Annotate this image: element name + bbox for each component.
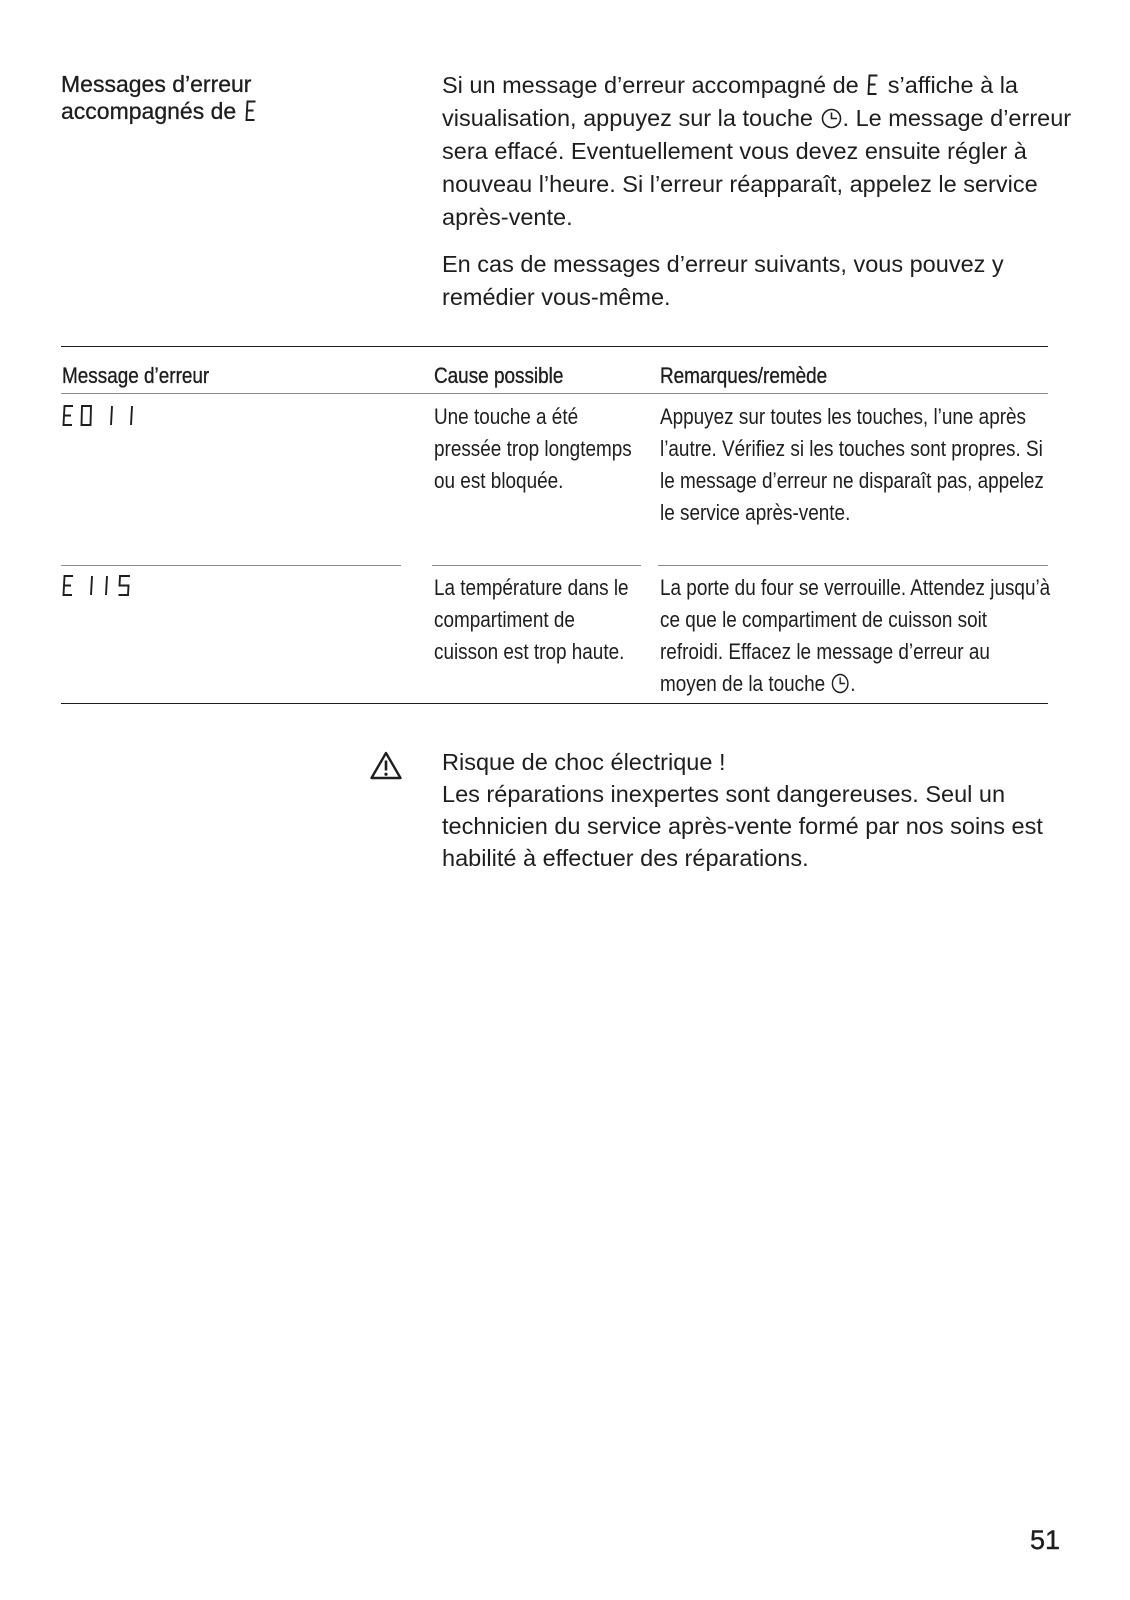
header-remedy: Remarques/remède (660, 363, 828, 388)
table-header-rule (61, 393, 1048, 394)
row-divider-code (61, 565, 401, 566)
seven-segment-e115-icon (61, 574, 141, 598)
seven-segment-e011-icon (61, 404, 141, 428)
clock-key-icon (831, 673, 849, 694)
intro-paragraph-1 (442, 69, 1082, 234)
section-heading (61, 71, 391, 125)
e-display-symbol-icon (245, 100, 257, 122)
table-top-rule (61, 346, 1048, 347)
remedy-row-2 (660, 572, 1051, 700)
warning-block (442, 746, 1082, 874)
intro-paragraph-2: En cas de messages d’erreur suivants, vous pouvez y remédier vous-même. (442, 251, 1004, 310)
error-code-e011 (61, 404, 141, 433)
warning-title: Risque de choc électrique ! (442, 749, 726, 775)
remedy-row-2-text: La porte du four se verrouille. Attendez jusqu’à ce que le compartiment de cuisson soit refroidi. Effacez le message d’erreur au moyen de la touche (660, 575, 1051, 696)
intro-text (442, 69, 1082, 328)
header-possible-cause: Cause possible (434, 363, 564, 388)
intro-p1-part3: . Le message d’erreur sera effacé. Eventuellement vous devez ensuite régler à nouveau l’heure. Si l’erreur réapparaît, appelez le service après-vente. (442, 105, 1072, 230)
page-number: 51 (1030, 1525, 1061, 1555)
table-bottom-rule (61, 703, 1048, 704)
section-heading-line1: Messages d’erreur (61, 71, 252, 97)
intro-p1-part1: Si un message d’erreur accompagné de (442, 72, 859, 98)
row-divider-cause (432, 565, 641, 566)
warning-triangle-icon (370, 751, 402, 780)
e-display-symbol-icon (867, 74, 879, 96)
section-heading-line2: accompagnés de (61, 98, 237, 124)
error-code-e115 (61, 574, 141, 603)
cause-row-1: Une touche a été pressée trop longtemps ou est bloquée. (434, 404, 632, 493)
section-heading-line2-wrap (61, 98, 391, 125)
header-error-message: Message d’erreur (62, 363, 210, 388)
remedy-row-2-end: . (850, 671, 856, 696)
intro-p1-part2: s’affiche à la visualisation, appuyez sur la touche (442, 72, 1018, 131)
cause-row-2: La température dans le compartiment de cuisson est trop haute. (434, 575, 629, 664)
clock-key-icon (821, 108, 842, 129)
remedy-row-1: Appuyez sur toutes les touches, l’une après l’autre. Vérifiez si les touches sont propres. Si le message d’erreur ne disparaît pas, appelez le service après-vente. (660, 404, 1044, 525)
warning-text: Les réparations inexpertes sont dangereuses. Seul un technicien du service après-vente formé par nos soins est habilité à effectuer des réparations. (442, 781, 1043, 871)
row-divider-remedy (658, 565, 1048, 566)
